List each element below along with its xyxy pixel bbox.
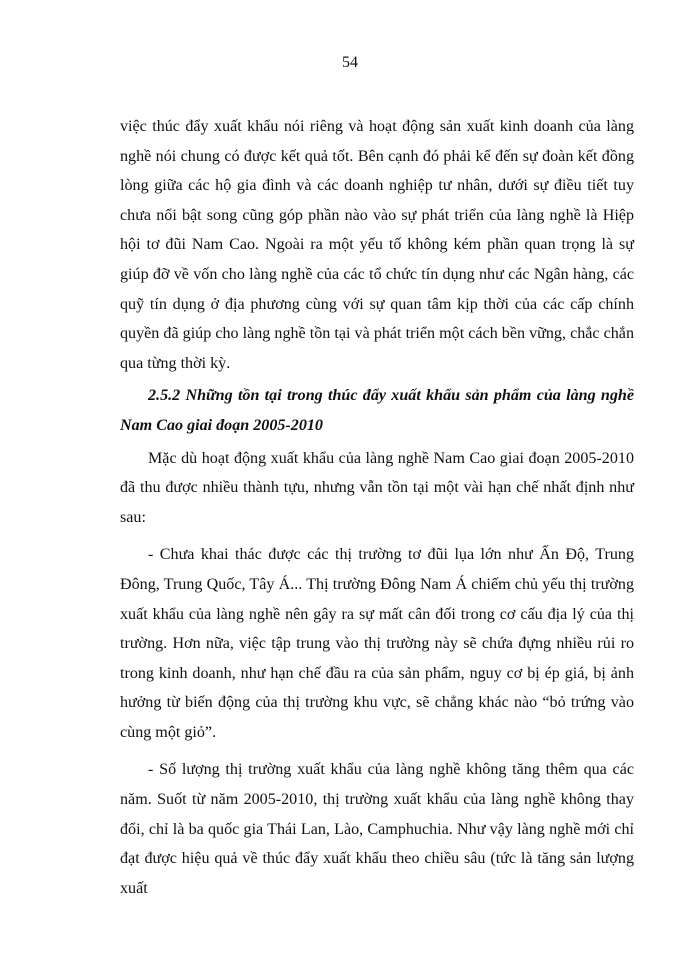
paragraph-continuation: việc thúc đẩy xuất khẩu nói riêng và hoạt động sản xuất kinh doanh của làng nghề nói chung có được kết quả tốt. Bên cạnh đó phải kể đến sự đoàn kết đồng lòng giữa các hộ gia đình và các doanh nghiệp tư nhân, dưới sự điều tiết tuy chưa nổi bật song cũng góp phần nào vào sự phát triển của làng nghề là Hiệp hội tơ đũi Nam Cao. Ngoài ra một yếu tố không kém phần quan trọng là sự giúp đỡ về vốn cho làng nghề của các tổ chức tín dụng như các Ngân hàng, các quỹ tín dụng ở địa phương cùng với sự quan tâm kịp thời của các cấp chính quyền đã giúp cho làng nghề tồn tại và phát triển một cách bền vững, chắc chắn qua từng thời kỳ. bbox=[120, 118, 634, 372]
section-heading: 2.5.2 Những tồn tại trong thúc đẩy xuất khẩu sản phẩm của làng nghề Nam Cao giai đoạn 2005-2010 bbox=[120, 387, 634, 434]
page-number: 54 bbox=[342, 54, 358, 71]
paragraph-bullet-count: - Số lượng thị trường xuất khẩu của làng nghề không tăng thêm qua các năm. Suốt từ năm 2005-2010, thị trường xuất khẩu của làng nghề không thay đổi, chỉ là ba quốc gia Thái Lan, Lào, Camphuchia. Như vậy làng nghề mới chỉ đạt được hiệu quả về thúc đẩy xuất khẩu theo chiều sâu (tức là tăng sản lượng xuất bbox=[120, 761, 634, 897]
paragraph-intro: Mặc dù hoạt động xuất khẩu của làng nghề Nam Cao giai đoạn 2005-2010 đã thu được nhiều thành tựu, nhưng vẫn tồn tại một vài hạn chế nhất định như sau: bbox=[120, 449, 634, 526]
paragraph-bullet-markets: - Chưa khai thác được các thị trường tơ đũi lụa lớn như Ấn Độ, Trung Đông, Trung Quốc, Tây Á... Thị trường Đông Nam Á chiếm chủ yếu thị trường xuất khẩu của làng nghề nên gây ra sự mất cân đối trong cơ cấu địa lý của thị trường. Hơn nữa, việc tập trung vào thị trường này sẽ chứa đựng nhiều rủi ro trong kinh doanh, như hạn chế đầu ra của sản phẩm, nguy cơ bị ép giá, bị ảnh hưởng từ biến động của thị trường khu vực, sẽ chẳng khác nào “bỏ trứng vào cùng một giỏ”. bbox=[120, 546, 634, 741]
body-text bbox=[120, 112, 634, 903]
